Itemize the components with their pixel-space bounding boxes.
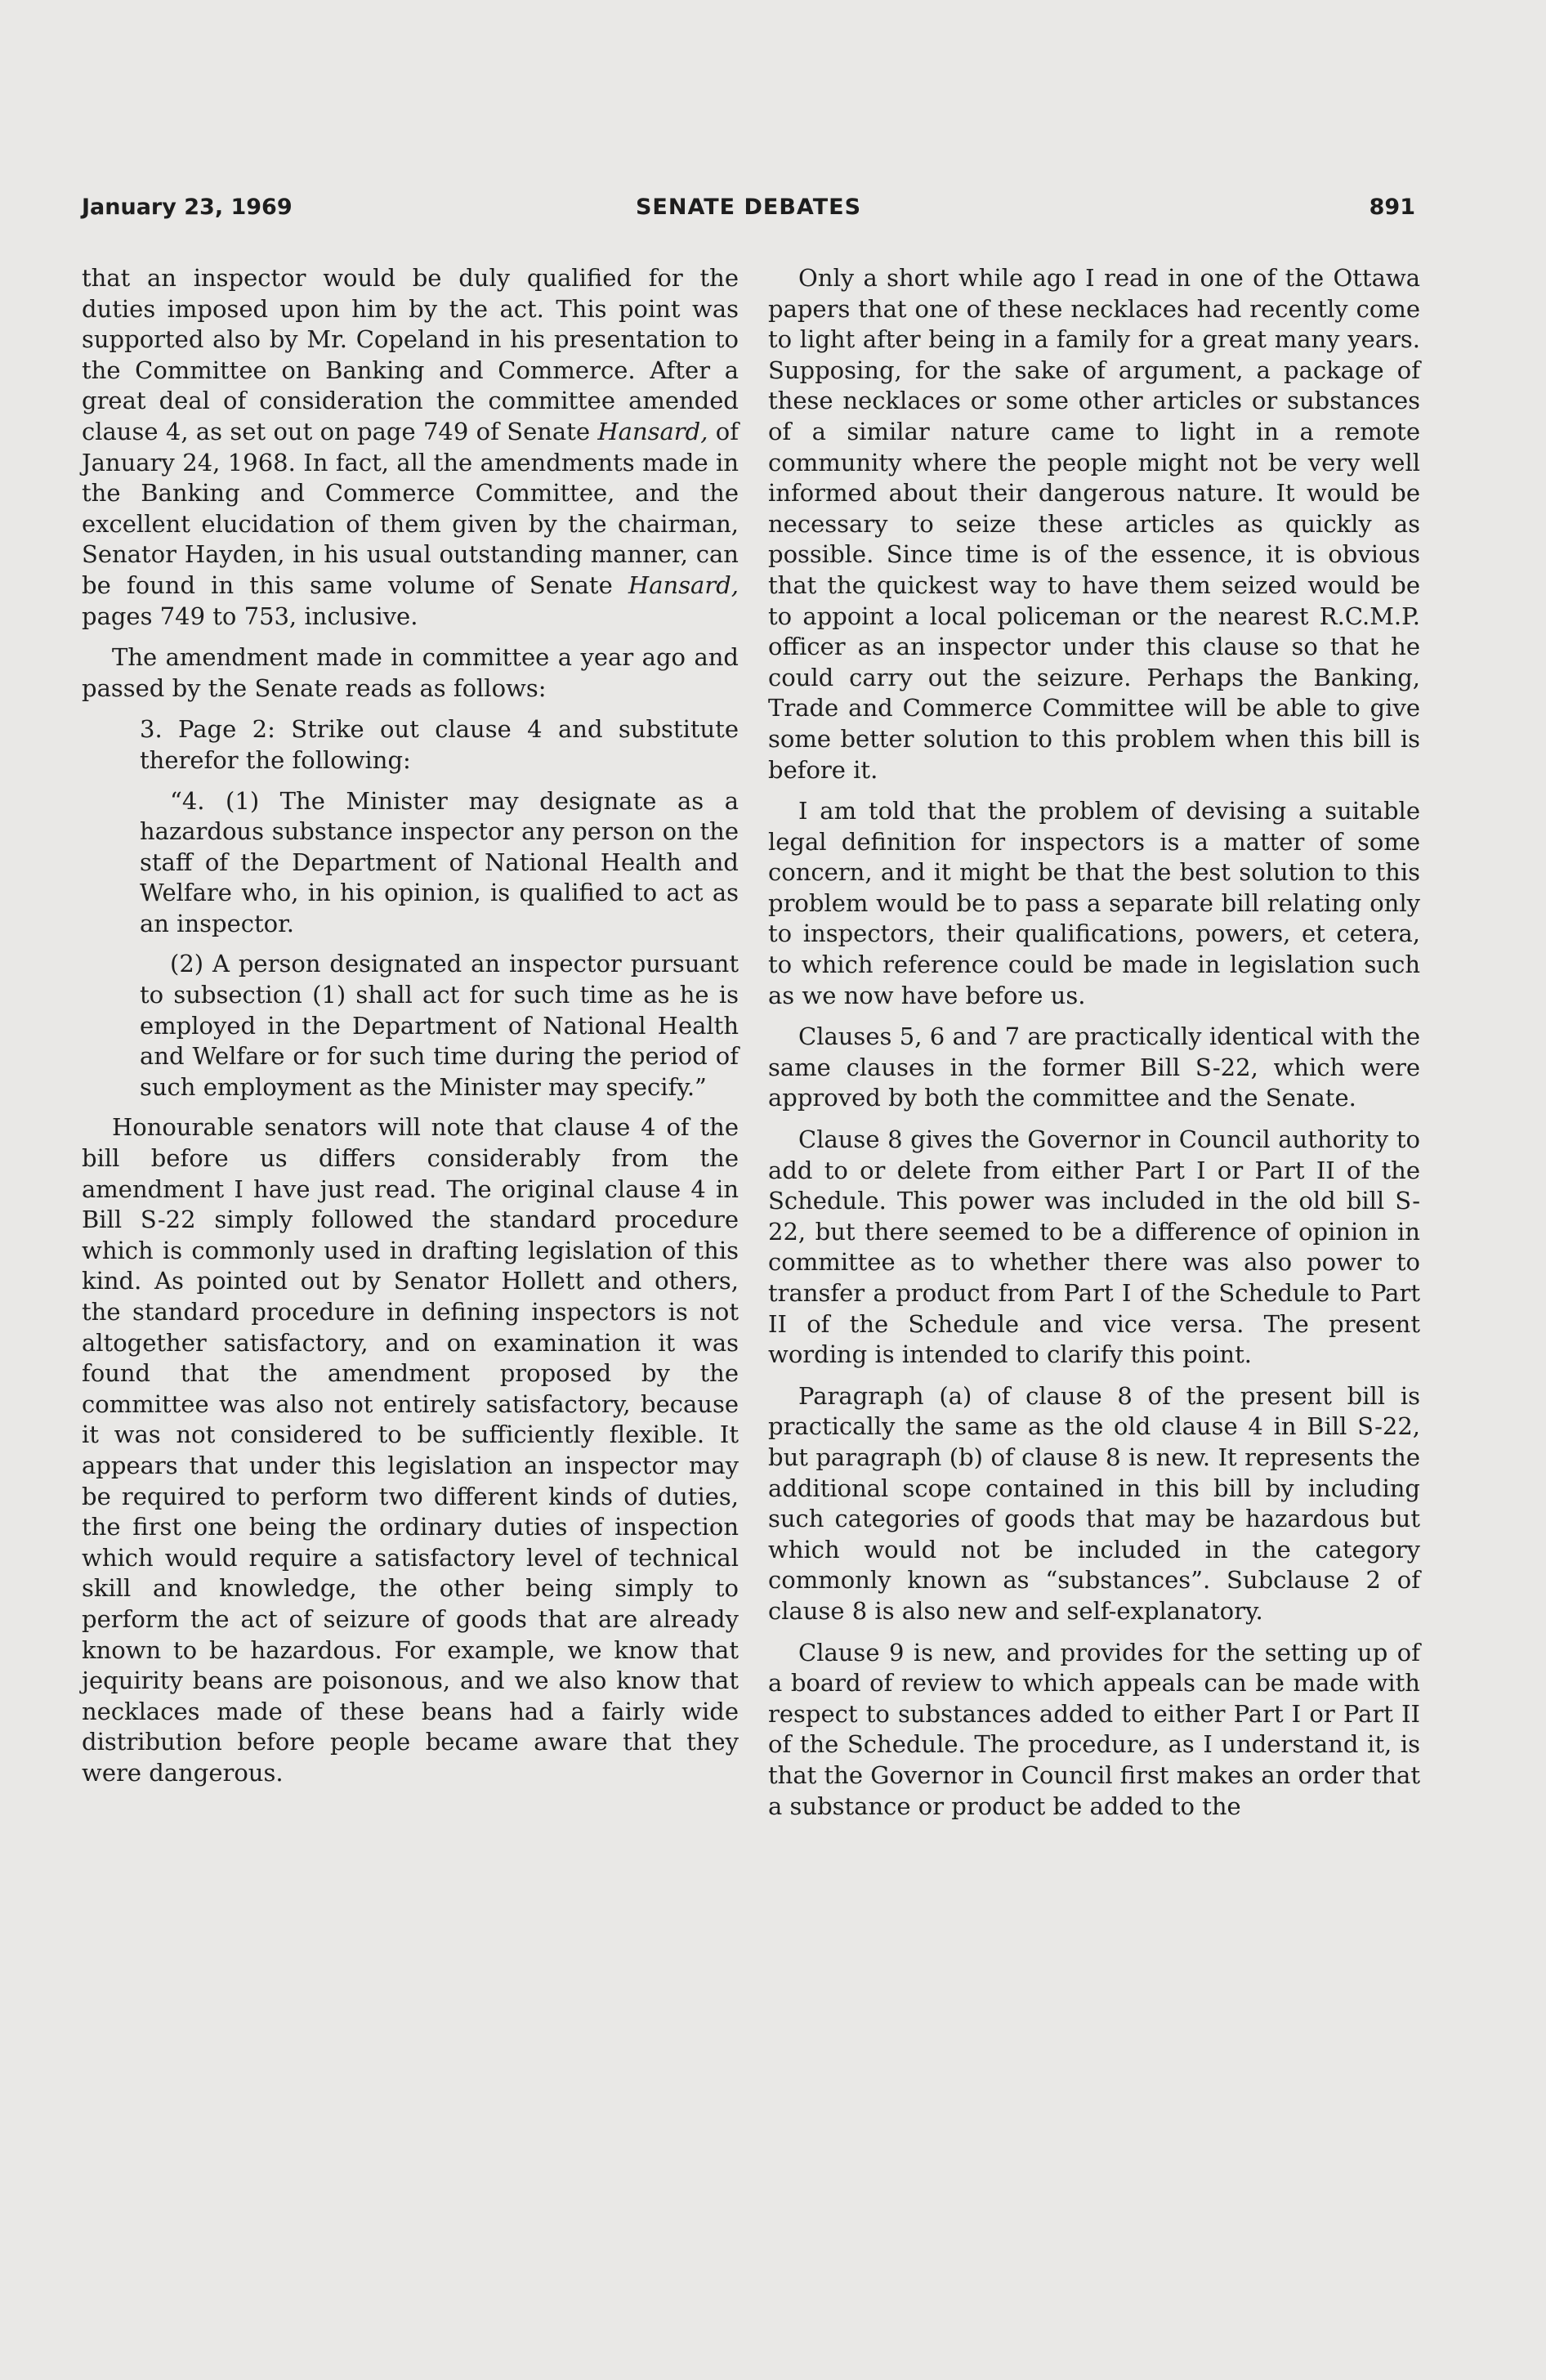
quoted-clause: (2) A person designated an inspector pursuant to subsection (1) shall act for such time as he is employed in the Department of National Health and Welfare or for such time during the period of such employment as the Minister may specify.” <box>140 950 739 1101</box>
paragraph <box>82 263 739 632</box>
text-run: of January 24, 1968. In fact, all the amendments made in the Banking and Commerce Committee, and the excellent elucidation of them given by the chairman, Senator Hayden, in his usual outstanding manner, can be found in this same volume of Senate <box>82 417 739 599</box>
paragraph: I am told that the problem of devising a suitable legal definition for inspectors is a matter of some concern, and it might be that the best solution to this problem would be to pass a separate bill relating only to inspectors, their qualifications, powers, et cetera, to which reference could be made in legislation such as we now have before us. <box>768 797 1420 1009</box>
quoted-amendment: 3. Page 2: Strike out clause 4 and substitute therefor the following: <box>140 715 739 774</box>
page-header <box>82 195 1415 227</box>
paragraph: Clause 9 is new, and provides for the setting up of a board of review to which appeals can be made with respect to substances added to either Part I or Part II of the Schedule. The procedure, as I understand it, is that the Governor in Council first makes an order that a substance or product be added to the <box>768 1638 1420 1820</box>
italic-text: Hansard, <box>597 417 708 445</box>
paragraph: Clauses 5, 6 and 7 are practically identical with the same clauses in the former Bill S-22, which were approved by both the committee and the Senate. <box>768 1022 1420 1112</box>
paragraph: Clause 8 gives the Governor in Council authority to add to or delete from either Part I or Part II of the Schedule. This power was included in the old bill S-22, but there seemed to be a difference of opinion in committee as to whether there was also power to transfer a product from Part I of the Schedule to Part II of the Schedule and vice versa. The present wording is intended to clarify this point. <box>768 1125 1420 1369</box>
paragraph: Only a short while ago I read in one of the Ottawa papers that one of these necklaces had recently come to light after being in a family for a great many years. Supposing, for the sake of argument, a package of these necklaces or some other articles or substances of a similar nature came to light in a remote community where the people might not be very well informed about their dangerous nature. It would be necessary to seize these articles as quickly as possible. Since time is of the essence, it is obvious that the quickest way to have them seized would be to appoint a local policeman or the nearest R.C.M.P. officer as an inspector under this clause so that he could carry out the seizure. Perhaps the Banking, Trade and Commerce Committee will be able to give some better solution to this problem when this bill is before it. <box>768 264 1420 784</box>
header-page-number: 891 <box>1369 195 1415 220</box>
text-run: that an inspector would be duly qualified for the duties imposed upon him by the act. This point was supported also by Mr. Copeland in his presentation to the Committee on Banking and Commerce. After a great deal of consideration the committee amended clause 4, as set out on page 749 of Senate <box>82 264 739 445</box>
italic-text: Hansard, <box>628 570 739 599</box>
left-column <box>82 263 739 1800</box>
header-title: SENATE DEBATES <box>635 195 862 220</box>
paragraph: Paragraph (a) of clause 8 of the present bill is practically the same as the old clause 4 in Bill S-22, but paragraph (b) of clause 8 is new. It represents the additional scope contained in this bill by including such categories of goods that may be hazardous but which would not be included in the category commonly known as “substances”. Subclause 2 of clause 8 is also new and self-explanatory. <box>768 1381 1420 1625</box>
paragraph: The amendment made in committee a year ago and passed by the Senate reads as follows: <box>82 643 739 702</box>
quoted-clause: “4. (1) The Minister may designate as a hazardous substance inspector any person on the staff of the Department of National Health and Welfare who, in his opinion, is qualified to act as an inspector. <box>140 786 739 937</box>
right-column <box>768 263 1420 1832</box>
header-date: January 23, 1969 <box>82 195 293 220</box>
paragraph: Honourable senators will note that clause 4 of the bill before us differs considerably from the amendment I have just read. The original clause 4 in Bill S-22 simply followed the standard procedure which is commonly used in drafting legislation of this kind. As pointed out by Senator Hollett and others, the standard procedure in defining inspectors is not altogether satisfactory, and on examination it was found that the amendment proposed by the committee was also not entirely satisfactory, because it was not considered to be sufficiently flexible. It appears that under this legislation an inspector may be required to perform two different kinds of duties, the first one being the ordinary duties of inspection which would require a satisfactory level of technical skill and knowledge, the other being simply to perform the act of seizure of goods that are already known to be hazardous. For example, we know that jequirity beans are poisonous, and we also know that necklaces made of these beans had a fairly wide distribution before people became aware that they were dangerous. <box>82 1113 739 1787</box>
text-run: pages 749 to 753, inclusive. <box>82 602 418 630</box>
